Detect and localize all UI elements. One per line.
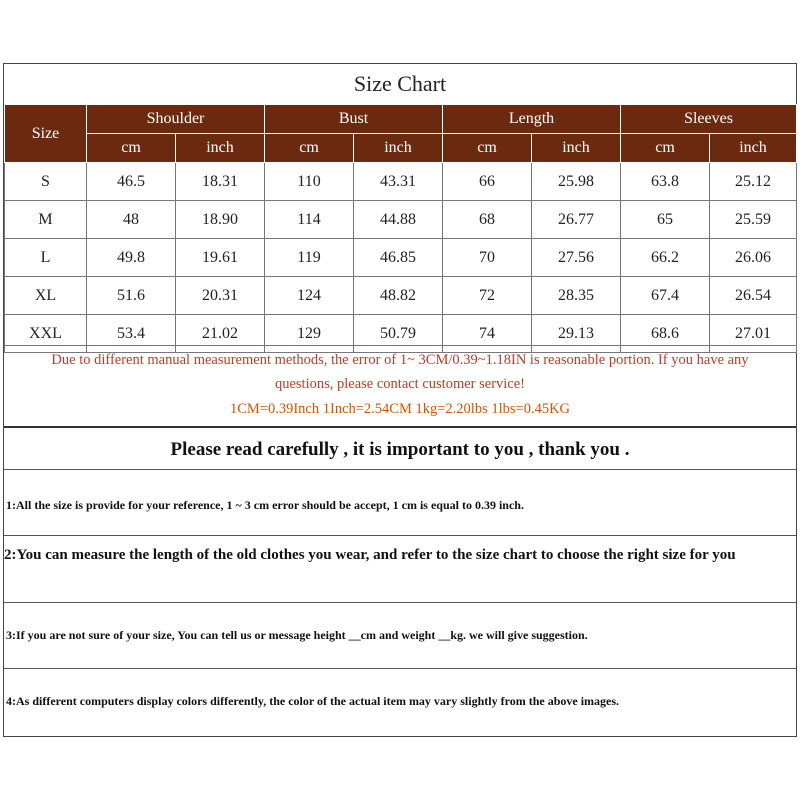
measurement-cell: 114: [265, 201, 354, 239]
measurement-cell: 49.8: [87, 239, 176, 277]
measurement-cell: 25.59: [710, 201, 797, 239]
unit-header: cm: [87, 134, 176, 163]
unit-header: cm: [443, 134, 532, 163]
header-length: Length: [443, 105, 621, 134]
table-row: [5, 163, 797, 201]
measurement-cell: 27.56: [532, 239, 621, 277]
size-label-cell: L: [5, 239, 87, 277]
measurement-cell: 72: [443, 277, 532, 315]
measurement-cell: 65: [621, 201, 710, 239]
measurement-cell: 110: [265, 163, 354, 201]
measurement-cell: 46.85: [354, 239, 443, 277]
instruction-1: 1:All the size is provide for your reference, 1 ~ 3 cm error should be accept, 1 cm is equal to 0.39 inch.: [4, 469, 796, 535]
table-row: [5, 239, 797, 277]
instruction-4: 4:As different computers display colors differently, the color of the actual item may vary slightly from the above images.: [4, 668, 796, 736]
header-bust: Bust: [265, 105, 443, 134]
measurement-cell: 51.6: [87, 277, 176, 315]
instructions-heading: Please read carefully , it is important to you , thank you .: [4, 426, 796, 469]
measurement-cell: 43.31: [354, 163, 443, 201]
unit-header: inch: [532, 134, 621, 163]
measurement-cell: 48: [87, 201, 176, 239]
measurement-cell: 68.6: [621, 315, 710, 353]
measurement-cell: 70: [443, 239, 532, 277]
size-table: [4, 104, 797, 353]
measurement-cell: 26.06: [710, 239, 797, 277]
measurement-cell: 50.79: [354, 315, 443, 353]
size-chart-panel: [3, 63, 797, 737]
measurement-cell: 26.77: [532, 201, 621, 239]
measurement-cell: 129: [265, 315, 354, 353]
size-label-cell: M: [5, 201, 87, 239]
measurement-cell: 18.90: [176, 201, 265, 239]
chart-title: Size Chart: [353, 71, 447, 96]
unit-header: inch: [354, 134, 443, 163]
note-line-2: questions, please contact customer service!: [274, 376, 526, 392]
size-label-cell: XXL: [5, 315, 87, 353]
instruction-2: 2:You can measure the length of the old clothes you wear, and refer to the size chart to choose the right size for you: [4, 535, 796, 602]
measurement-note: [4, 345, 796, 426]
unit-header: inch: [176, 134, 265, 163]
measurement-cell: 53.4: [87, 315, 176, 353]
measurement-cell: 68: [443, 201, 532, 239]
measurement-cell: 25.98: [532, 163, 621, 201]
measurement-cell: 21.02: [176, 315, 265, 353]
measurement-cell: 20.31: [176, 277, 265, 315]
measurement-cell: 66.2: [621, 239, 710, 277]
header-sleeves: Sleeves: [621, 105, 797, 134]
unit-header: inch: [710, 134, 797, 163]
measurement-cell: 48.82: [354, 277, 443, 315]
measurement-cell: 63.8: [621, 163, 710, 201]
measurement-cell: 19.61: [176, 239, 265, 277]
size-label-cell: XL: [5, 277, 87, 315]
size-label-cell: S: [5, 163, 87, 201]
table-row: [5, 277, 797, 315]
measurement-cell: 119: [265, 239, 354, 277]
measurement-cell: 18.31: [176, 163, 265, 201]
measurement-cell: 26.54: [710, 277, 797, 315]
measurement-cell: 124: [265, 277, 354, 315]
header-shoulder: Shoulder: [87, 105, 265, 134]
measurement-cell: 25.12: [710, 163, 797, 201]
unit-header: cm: [265, 134, 354, 163]
note-line-1: Due to different manual measurement methods, the error of 1~ 3CM/0.39~1.18IN is reasonable portion. If you have any: [51, 352, 749, 368]
measurement-cell: 29.13: [532, 315, 621, 353]
unit-header: cm: [621, 134, 710, 163]
measurement-cell: 66: [443, 163, 532, 201]
conversion-line: 1CM=0.39Inch 1Inch=2.54CM 1kg=2.20lbs 1lbs=0.45KG: [229, 401, 571, 417]
measurement-cell: 44.88: [354, 201, 443, 239]
measurement-cell: 46.5: [87, 163, 176, 201]
measurement-cell: 28.35: [532, 277, 621, 315]
measurement-cell: 67.4: [621, 277, 710, 315]
instruction-3: 3:If you are not sure of your size, You can tell us or message height __cm and weight __kg. we will give suggestion.: [4, 602, 796, 668]
table-row: [5, 201, 797, 239]
header-size: Size: [5, 105, 87, 163]
measurement-cell: 27.01: [710, 315, 797, 353]
measurement-cell: 74: [443, 315, 532, 353]
